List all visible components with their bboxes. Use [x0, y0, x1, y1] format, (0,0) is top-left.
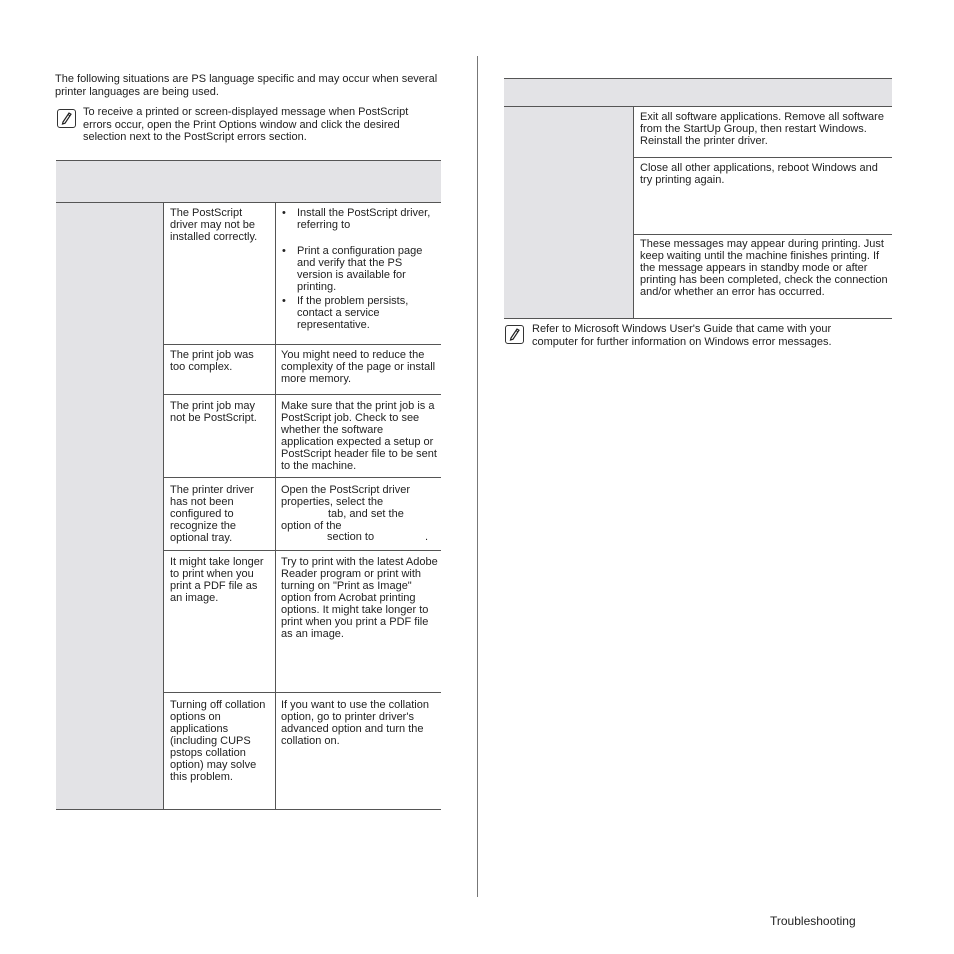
table-row-solution-line: properties, select the — [281, 496, 384, 508]
table-row-solution-line: tab, and set the — [328, 508, 404, 520]
row-divider — [163, 692, 441, 693]
table-row-solution-list — [280, 207, 438, 331]
table-bottom-rule — [56, 809, 441, 810]
row-divider — [633, 234, 892, 235]
table-row-cause: The printer driver has not been configured to recognize the optional tray. — [170, 484, 254, 544]
row-divider — [163, 477, 441, 478]
column-divider — [275, 202, 276, 809]
table-top-rule — [56, 160, 441, 161]
table-header-rule — [56, 202, 441, 203]
table-header-bg — [56, 161, 441, 202]
table-row-cause: Turning off collation options on applications (including CUPS pstops collation option) may solve this problem. — [170, 699, 266, 783]
row-divider — [163, 394, 441, 395]
table-row-solution: You might need to reduce the complexity of the page or install more memory. — [281, 349, 436, 385]
list-item-text: Print a configuration page and verify that the PS version is available for printing. — [297, 245, 423, 293]
list-item-text: If the problem persists, contact a service representative. — [297, 295, 409, 331]
table-row-cause: The PostScript driver may not be installed correctly. — [170, 207, 258, 243]
table-first-column-bg — [56, 202, 163, 809]
table-row-cause: The print job may not be PostScript. — [170, 400, 257, 424]
list-item — [280, 295, 438, 331]
table-row-solution: If you want to use the collation option, go to printer driver's advanced option and turn the collation on. — [281, 699, 429, 747]
table-row-solution: Try to print with the latest Adobe Reader program or print with turning on "Print as Image" option from Acrobat printing options. It might take longer to print when you print a PDF file as an image. — [281, 556, 438, 640]
table-row-solution-line: section to — [327, 531, 375, 543]
table-row-solution-line: . — [425, 531, 429, 543]
table-header-rule — [504, 106, 892, 107]
table-first-column-bg — [504, 106, 633, 318]
table-row-cause: It might take longer to print when you print a PDF file as an image. — [170, 556, 264, 604]
list-item — [280, 245, 438, 293]
intro-text: The following situations are PS language specific and may occur when several printer languages are being used. — [55, 73, 438, 98]
page-footer-section: Troubleshooting — [770, 914, 856, 928]
note-text: To receive a printed or screen-displayed message when PostScript errors occur, open the Print Options window and click the desired selection next to the PostScript errors section. — [83, 106, 409, 143]
column-separator — [477, 56, 478, 897]
row-divider — [163, 550, 441, 551]
note-text: Refer to Microsoft Windows User's Guide that came with your computer for further information on Windows error messages. — [532, 323, 832, 348]
note-pencil-icon — [505, 325, 524, 344]
row-divider — [163, 344, 441, 345]
table-row-cause: The print job was too complex. — [170, 349, 254, 373]
list-item — [280, 207, 438, 231]
table-header-bg — [504, 79, 892, 106]
table-row-solution-line: Open the PostScript driver — [281, 484, 411, 496]
table-row-solution-line: option of the — [281, 520, 342, 532]
column-divider — [163, 202, 164, 809]
row-divider — [633, 157, 892, 158]
list-item-text: Install the PostScript driver, referring to — [297, 207, 431, 231]
table-row-solution: Make sure that the print job is a PostScript job. Check to see whether the software application expected a setup or PostScript header file to be sent to the machine. — [281, 400, 437, 472]
table-bottom-rule — [504, 318, 892, 319]
table-row-solution: Exit all software applications. Remove all software from the StartUp Group, then restart Windows. Reinstall the printer driver. — [640, 111, 884, 147]
table-row-solution: Close all other applications, reboot Windows and try printing again. — [640, 162, 878, 186]
note-pencil-icon — [57, 109, 76, 128]
column-divider — [633, 106, 634, 318]
table-top-rule — [504, 78, 892, 79]
table-row-solution: These messages may appear during printing. Just keep waiting until the machine finishes printing. If the message appears in standby mode or after printing has been completed, check the connection and/or whether an error has occurred. — [640, 238, 888, 298]
